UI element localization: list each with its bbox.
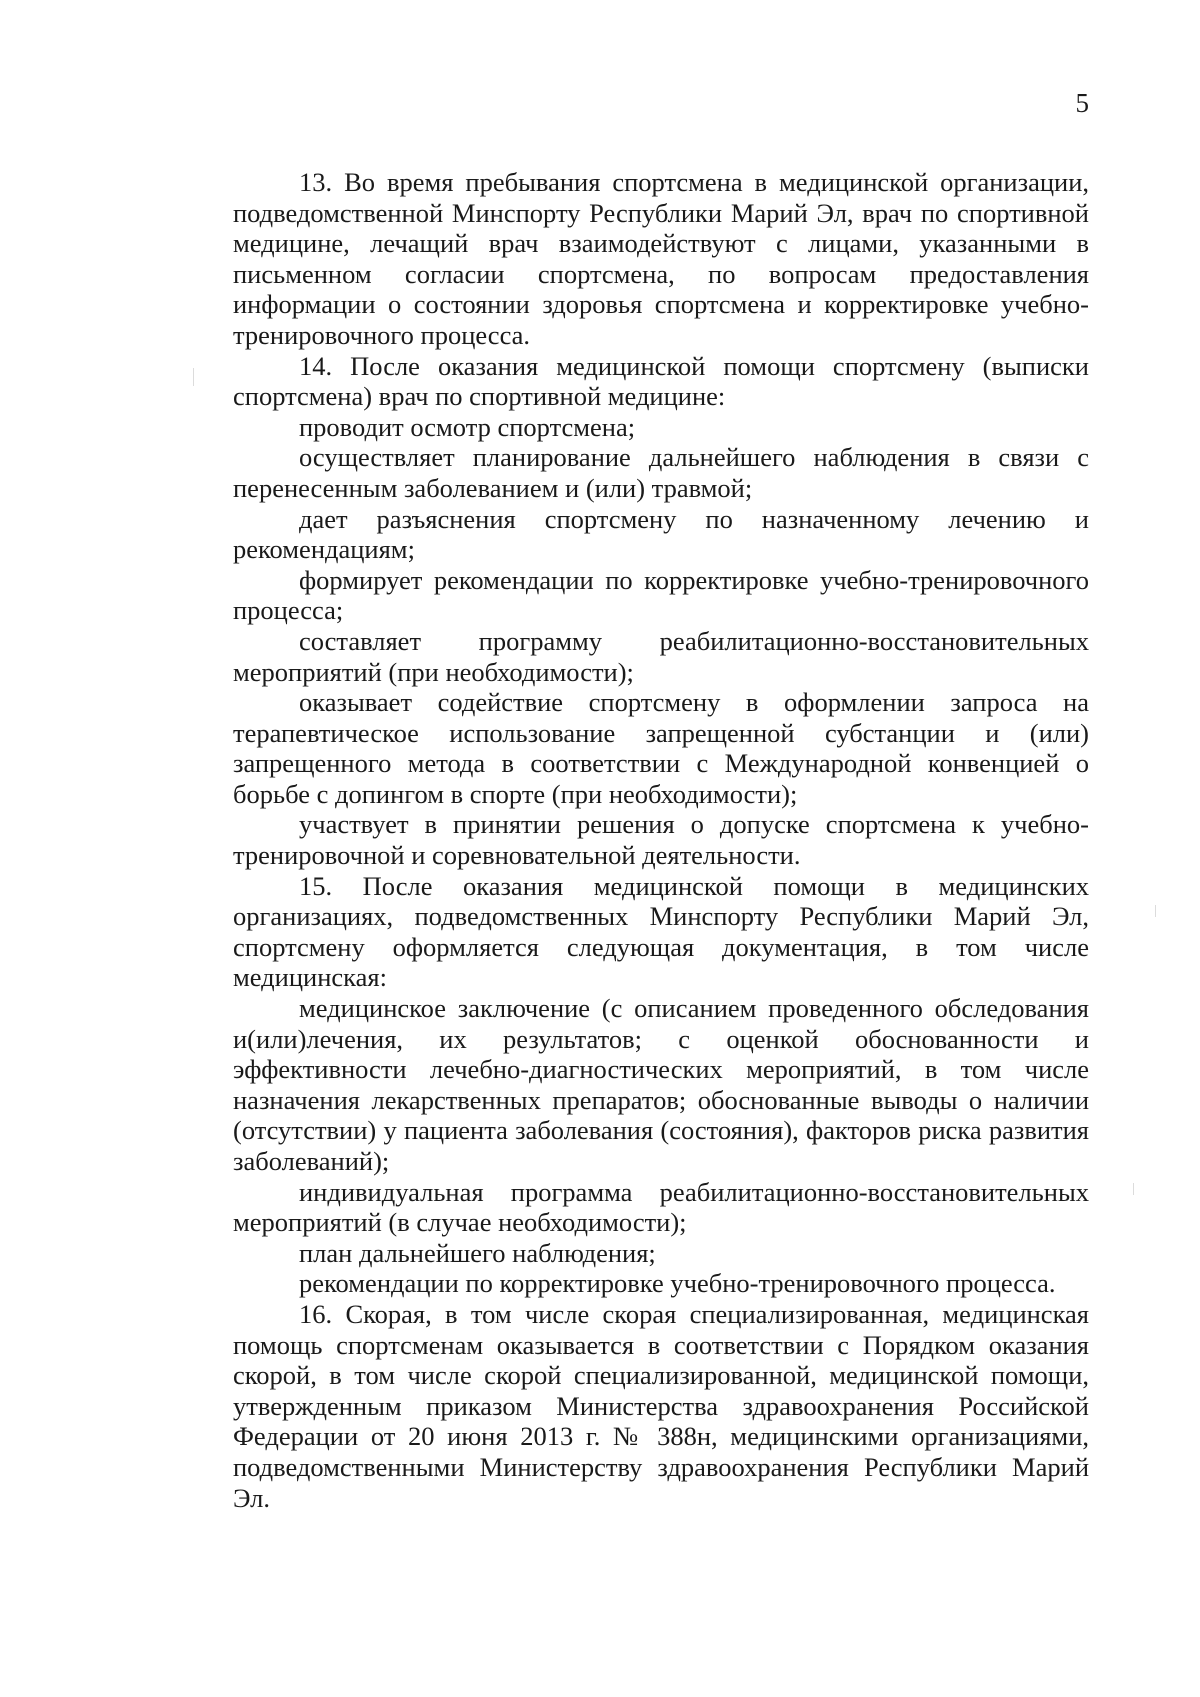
paragraph-15: 15. После оказания медицинской помощи в медицинских организациях, подведомственных Минспорту Республики Марий Эл, спортсмену оформляется следующая документация, в том числе медицинская: — [233, 870, 1089, 993]
list-item: проводит осмотр спортсмена; — [299, 411, 636, 442]
scan-speck — [193, 368, 194, 386]
scan-speck — [1133, 1183, 1134, 1195]
page-number: 5 — [1075, 88, 1089, 118]
list-item: осуществляет планирование дальнейшего наблюдения в связи с перенесенным заболеванием и (или) травмой; — [233, 442, 1089, 503]
scan-speck — [1155, 905, 1156, 917]
list-item: индивидуальная программа реабилитационно-восстановительных мероприятий (в случае необходимости); — [233, 1176, 1089, 1238]
paragraph-16: 16. Скорая, в том числе скорая специализированная, медицинская помощь спортсменам оказывается в соответствии с Порядком оказания скорой, в том числе скорой специализированной, медицинской помощи, утвержденным приказом Министерства здравоохранения Российской Федерации от 20 июня 2013 г. № 388н, медицинскими организациями, подведомственными Министерству здравоохранения Республики Марий Эл. — [233, 1298, 1089, 1513]
list-item: составляет программу реабилитационно-восстановительных мероприятий (при необходимости); — [233, 625, 1089, 687]
list-item: дает разъяснения спортсмену по назначенному лечению и рекомендациям; — [233, 503, 1089, 565]
list-item: формирует рекомендации по корректировке учебно-тренировочного процесса; — [233, 564, 1089, 626]
list-item: оказывает содействие спортсмену в оформлении запроса на терапевтическое использование запрещенной субстанции и (или) запрещенного метода в соответствии с Международной конвенцией о борьбе с допингом в спорте (при необходимости); — [233, 687, 1089, 809]
document-body — [233, 167, 1089, 1513]
list-item: медицинское заключение (с описанием проведенного обследования и(или)лечения, их результатов; с оценкой обоснованности и эффективности лечебно-диагностических мероприятий, в том числе назначения лекарственных препаратов; обоснованные выводы о наличии (отсутствии) у пациента заболевания (состояния), факторов риска развития заболеваний); — [233, 993, 1089, 1176]
list-item: участвует в принятии решения о допуске спортсмена к учебно-тренировочной и соревновательной деятельности. — [233, 809, 1089, 871]
paragraph-14: 14. После оказания медицинской помощи спортсмену (выписки спортсмена) врач по спортивной медицине: — [233, 350, 1089, 412]
list-item: рекомендации по корректировке учебно-тренировочного процесса. — [299, 1268, 1056, 1299]
paragraph-13: 13. Во время пребывания спортсмена в медицинской организации, подведомственной Минспорту Республики Марий Эл, врач по спортивной медицине, лечащий врач взаимодействуют с лицами, указанными в письменном согласии спортсмена, по вопросам предоставления информации о состоянии здоровья спортсмена и корректировке учебно-тренировочного процесса. — [233, 167, 1089, 350]
list-item: план дальнейшего наблюдения; — [299, 1237, 656, 1268]
